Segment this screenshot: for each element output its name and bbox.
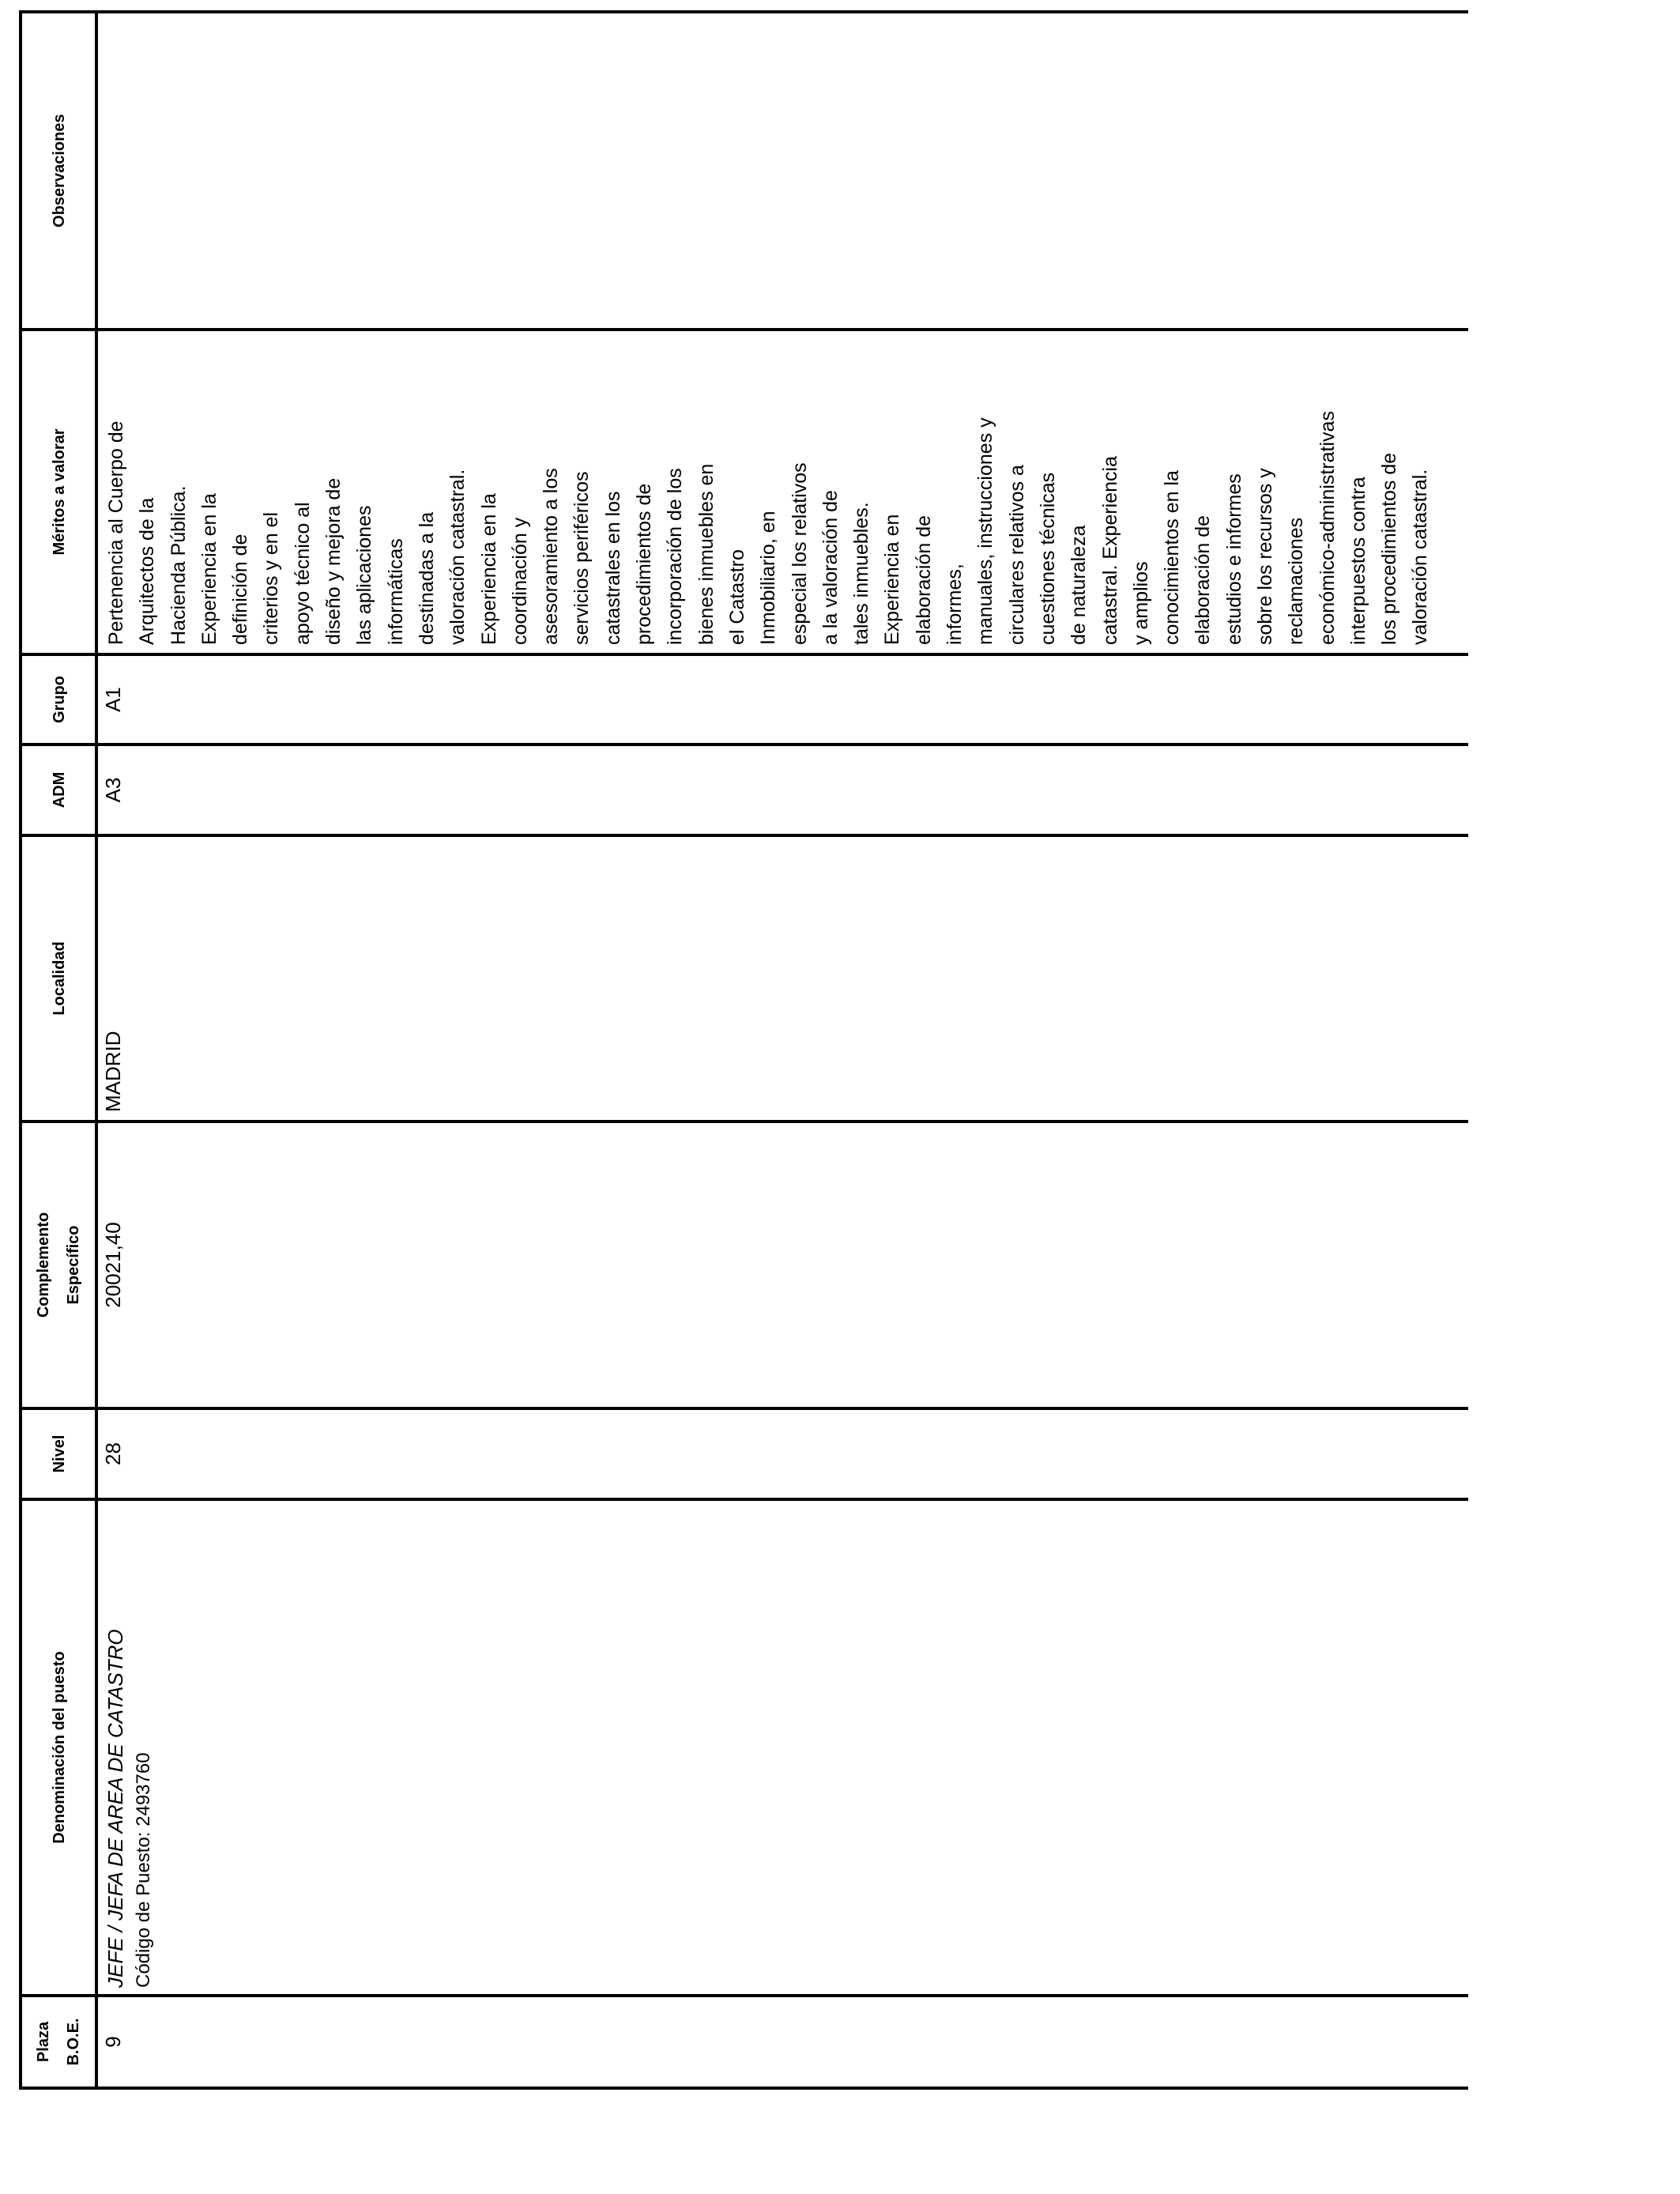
value-nivel [98,1410,145,1498]
meritos-line: estudios e informes [1222,473,1245,645]
header-adm-label: ADM [51,771,68,809]
meritos-line: bienes inmuebles en [695,463,718,645]
header-localidad [22,837,95,1120]
header-complemento-line1: Complemento [35,1212,52,1318]
meritos-line: asesoramiento a los [540,468,563,645]
value-adm [98,746,145,834]
meritos-line: catastral. Experiencia [1098,455,1121,645]
header-meritos [22,331,95,653]
header-complemento [22,1123,95,1407]
header-nivel-label: Nivel [51,1434,68,1473]
meritos-line: manuales, instrucciones y [974,417,997,645]
value-plaza [98,1997,145,2087]
meritos-line: especial los relativos [788,462,811,645]
meritos-line: diseño y mejora de [322,477,345,645]
value-meritos [98,337,1441,653]
header-grupo-label: Grupo [51,676,68,723]
meritos-line: a la valoración de [819,490,842,645]
meritos-line: coordinación y [508,517,531,645]
header-nivel [22,1410,95,1498]
header-complemento-line2: Específico [65,1225,82,1305]
meritos-line: elaboración de [912,515,935,645]
value-denominacion [98,1501,161,1994]
meritos-line: Experiencia en [881,514,904,645]
meritos-line: Experiencia en la [477,493,500,645]
meritos-line: elaboración de [1192,515,1215,645]
header-observaciones [22,13,95,328]
meritos-list [101,337,1437,645]
meritos-line: circulares relativos a [1005,465,1028,645]
value-complemento [98,1123,145,1407]
meritos-line: cuestiones técnicas [1036,472,1059,645]
meritos-line: informes, [944,564,966,645]
meritos-line: interpuestos contra [1347,477,1369,645]
codigo-puesto: Código de Puesto: 2493760 [133,1752,154,1988]
header-plaza [22,1997,95,2087]
row-divider-meritos [19,653,1468,656]
row-divider-observaciones [19,328,1468,331]
row-divider-complemento [19,1407,1468,1410]
row-divider-localidad [19,1120,1468,1123]
meritos-line: conocimientos en la [1161,470,1184,645]
header-denominacion-label: Denominación del puesto [51,1651,68,1844]
meritos-line: valoración catastral. [1409,469,1432,645]
complemento-value: 20021,40 [101,1222,125,1308]
value-observaciones [98,13,1441,328]
header-plaza-line2: B.O.E. [65,2018,82,2066]
table-bottom-border [19,2087,1468,2090]
meritos-line: incorporación de los [664,468,687,645]
header-denominacion [22,1501,95,1994]
meritos-line: criterios y en el [260,511,283,645]
meritos-line: y amplios [1129,561,1152,645]
header-plaza-line1: Plaza [35,2021,52,2063]
puesto-title: JEFE / JEFA DE AREA DE CATASTRO [104,1629,127,1988]
meritos-line: informáticas [384,538,407,645]
meritos-line: procedimientos de [633,483,656,645]
header-meritos-label: Méritos a valorar [51,428,68,556]
header-grupo [22,656,95,743]
meritos-line: definición de [229,533,252,645]
row-divider-grupo [19,743,1468,746]
meritos-line: el Catastro [725,549,748,645]
meritos-line: tales inmuebles. [850,502,873,645]
value-grupo [98,656,145,743]
meritos-line: catastrales en los [601,491,624,645]
meritos-line: Inmobiliario, en [757,511,780,645]
grupo-value: A1 [101,687,125,712]
row-divider-adm [19,834,1468,837]
header-localidad-label: Localidad [51,941,68,1016]
row-divider-nivel [19,1498,1468,1501]
localidad-value: MADRID [101,1031,125,1112]
plaza-value: 9 [101,2036,125,2048]
meritos-line: Arquitectos de la [136,497,159,645]
value-localidad [98,837,145,1120]
meritos-line: Pertenencia al Cuerpo de [105,420,127,645]
meritos-line: servicios periféricos [571,471,593,645]
meritos-line: las aplicaciones [353,505,376,645]
meritos-line: los procedimientos de [1378,452,1401,645]
meritos-line: Hacienda Pública. [167,485,190,645]
meritos-line: sobre los recursos y [1253,468,1276,645]
meritos-line: de naturaleza [1068,525,1090,645]
header-adm [22,746,95,834]
row-divider-denominacion [19,1994,1468,1997]
header-observaciones-label: Observaciones [51,114,68,228]
meritos-line: Experiencia en la [198,493,220,645]
meritos-line: económico-administrativas [1316,411,1339,645]
nivel-value: 28 [101,1442,125,1465]
meritos-line: destinadas a la [415,511,438,645]
meritos-line: reclamaciones [1285,517,1308,645]
adm-value: A3 [101,777,125,803]
meritos-line: valoración catastral. [446,469,469,645]
meritos-line: apoyo técnico al [291,502,314,645]
